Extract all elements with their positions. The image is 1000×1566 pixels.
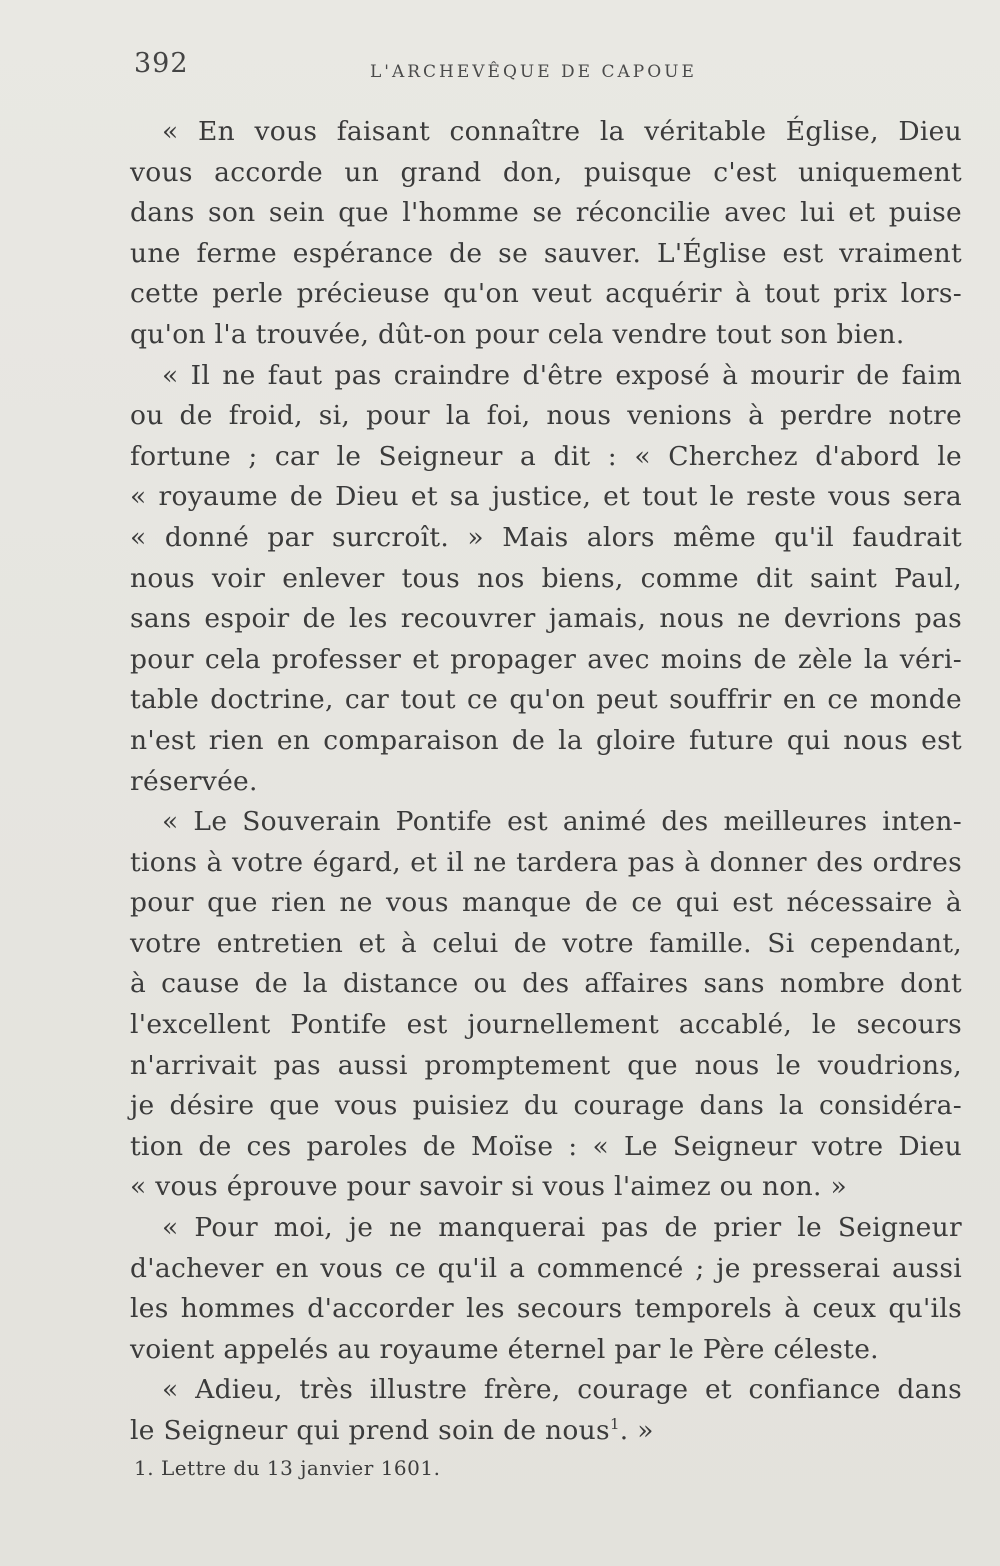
text-line: d'achever en vous ce qu'il a commencé ; je presserai aussi bbox=[130, 1252, 962, 1284]
paragraph bbox=[130, 802, 962, 1208]
text-line-content: le Seigneur qui prend soin de nous bbox=[130, 1415, 610, 1446]
closing-quote: . » bbox=[619, 1415, 654, 1446]
text-line: « Adieu, très illustre frère, courage et confiance dans bbox=[162, 1374, 962, 1406]
text-line: vous accorde un grand don, puisque c'est uniquement bbox=[130, 156, 962, 188]
text-line: cette perle précieuse qu'on veut acquérir à tout prix lors- bbox=[130, 278, 962, 310]
text-body bbox=[130, 112, 962, 1452]
text-line: « En vous faisant connaître la véritable Église, Dieu bbox=[162, 116, 962, 147]
text-line: tions à votre égard, et il ne tardera pas à donner des ordres bbox=[130, 846, 962, 878]
running-head: L'ARCHEVÊQUE DE CAPOUE bbox=[370, 62, 697, 82]
text-line: tion de ces paroles de Moïse : « Le Seigneur votre Dieu bbox=[130, 1130, 962, 1162]
text-line: « Il ne faut pas craindre d'être exposé à mourir de faim bbox=[162, 359, 962, 391]
text-line: l'excellent Pontife est journellement accablé, le secours bbox=[130, 1009, 962, 1041]
text-line: pour que rien ne vous manque de ce qui est nécessaire à bbox=[130, 887, 962, 919]
footnote-marker: 1 bbox=[609, 1415, 620, 1434]
text-line: pour cela professer et propager avec moins de zèle la véri- bbox=[130, 643, 962, 675]
text-line: ou de froid, si, pour la foi, nous venions à perdre notre bbox=[130, 400, 962, 432]
text-line: n'arrivait pas aussi promptement que nous le voudrions, bbox=[130, 1049, 962, 1081]
paragraph bbox=[130, 112, 962, 356]
text-line: nous voir enlever tous nos biens, comme dit saint Paul, bbox=[130, 562, 962, 594]
footnote: 1. Lettre du 13 janvier 1601. bbox=[134, 1456, 441, 1480]
text-line: fortune ; car le Seigneur a dit : « Cherchez d'abord le bbox=[130, 440, 962, 472]
text-line: « Le Souverain Pontife est animé des meilleures inten- bbox=[162, 806, 962, 838]
text-line: « vous éprouve pour savoir si vous l'aimez ou non. » bbox=[130, 1171, 847, 1203]
text-line: les hommes d'accorder les secours temporels à ceux qu'ils bbox=[130, 1293, 962, 1325]
text-line: qu'on l'a trouvée, dût-on pour cela vendre tout son bien. bbox=[130, 318, 905, 350]
text-line: voient appelés au royaume éternel par le Père céleste. bbox=[130, 1333, 879, 1365]
paragraph bbox=[130, 356, 962, 803]
text-line: n'est rien en comparaison de la gloire future qui nous est bbox=[130, 724, 962, 756]
text-line: réservée. bbox=[130, 765, 258, 797]
text-line: « royaume de Dieu et sa justice, et tout le reste vous sera bbox=[130, 481, 962, 513]
text-line: dans son sein que l'homme se réconcilie avec lui et puise bbox=[130, 197, 962, 229]
text-line: une ferme espérance de se sauver. L'Église est vraiment bbox=[130, 237, 962, 269]
paragraph bbox=[130, 1208, 962, 1370]
text-line: sans espoir de les recouvrer jamais, nous ne devrions pas bbox=[130, 603, 962, 635]
text-line: votre entretien et à celui de votre famille. Si cependant, bbox=[130, 927, 962, 959]
text-line: table doctrine, car tout ce qu'on peut souffrir en ce monde bbox=[130, 684, 962, 716]
text-line: « Pour moi, je ne manquerai pas de prier le Seigneur bbox=[162, 1212, 962, 1244]
text-line: « donné par surcroît. » Mais alors même qu'il faudrait bbox=[130, 521, 962, 553]
text-line: à cause de la distance ou des affaires sans nombre dont bbox=[130, 968, 962, 1000]
paragraph bbox=[130, 1370, 962, 1451]
text-line: je désire que vous puisiez du courage dans la considéra- bbox=[130, 1090, 962, 1122]
text-line bbox=[130, 1411, 962, 1452]
page-number: 392 bbox=[134, 48, 189, 79]
